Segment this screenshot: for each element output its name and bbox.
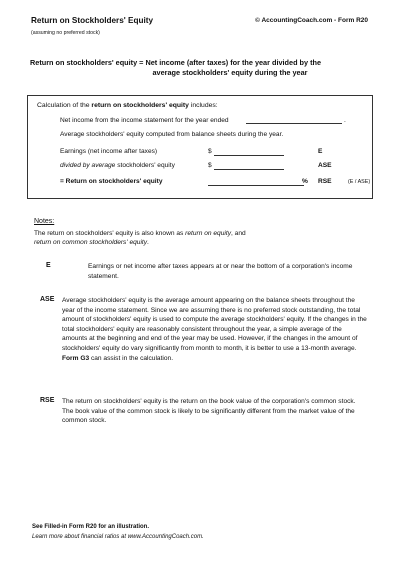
heading-suffix: includes:	[188, 102, 218, 109]
notes-text-e: .	[147, 239, 149, 246]
earnings-input[interactable]	[214, 155, 284, 156]
def-key-e: E	[46, 262, 51, 269]
notes-label: Notes:	[34, 218, 55, 225]
heading-bold: return on stockholders' equity	[91, 102, 189, 109]
calculation-heading	[37, 102, 218, 109]
rse-input[interactable]	[208, 185, 304, 186]
page-title: Return on Stockholders' Equity	[31, 16, 154, 25]
def-key-rse: RSE	[40, 397, 55, 404]
def-text-ase	[62, 296, 368, 363]
net-income-line: Net income from the income statement for the year ended	[60, 117, 229, 124]
page-subtitle: (assuming no preferred stock)	[31, 30, 100, 36]
heading-prefix: Calculation of the	[37, 102, 92, 109]
brand-form-label: © AccountingCoach.com - Form R20	[255, 17, 368, 24]
notes-text-a: The return on stockholders' equity is also known as	[34, 230, 186, 237]
def-key-ase: ASE	[40, 296, 55, 303]
notes-text-d: return on common stockholders' equity	[34, 239, 148, 246]
def-ase-text-c: can assist in the calculation.	[89, 354, 174, 362]
rse-formula-note: (E / ASE)	[348, 179, 371, 185]
notes-text-b: return on equity	[185, 230, 231, 237]
ase-label-italic: divided by average	[60, 162, 116, 169]
def-text-rse: The return on stockholders' equity is the return on the book value of the corporation's common stock. The book value of the common stock is likely to be significantly different from the market value of the common stock.	[62, 398, 356, 425]
formula-line-1: Return on stockholders' equity = Net income (after taxes) for the year divided by the	[30, 58, 322, 67]
earnings-dollar: $	[208, 148, 212, 155]
ase-code: ASE	[318, 162, 332, 169]
notes-text	[34, 229, 364, 247]
formula-statement	[30, 58, 370, 78]
period-mark: .	[344, 117, 346, 124]
ase-dollar: $	[208, 162, 212, 169]
def-ase-text-a: Average stockholders' equity is the average amount appearing on the balance sheets throughout the year of the income statement. Since we are assuming there is no preferred stock outstanding, the total amount of stockholders' equity is used to compute the average stockholders' equity. If the changes in the total stockholders' equity are reasonably consistent throughout the year, a simple average of the amounts at the beginning and end of the year may be used. However, if the changes in the amount of stockholders' equity do vary significantly from month to month, it is better to use a 13-month average.	[62, 297, 367, 352]
formula-line-2: average stockholders' equity during the year	[152, 68, 308, 77]
rse-percent: %	[302, 178, 308, 185]
def-ase-form-link: Form G3	[62, 354, 90, 362]
avg-equity-line: Average stockholders' equity computed from balance sheets during the year.	[60, 131, 284, 138]
ase-input[interactable]	[214, 169, 284, 170]
earnings-label: Earnings (net income after taxes)	[60, 148, 158, 155]
def-text-e: Earnings or net income after taxes appears at or near the bottom of a corporation's income statement.	[88, 263, 353, 280]
footer-line-1: See Filled-in Form R20 for an illustration.	[32, 524, 150, 530]
ase-label-text: stockholders' equity	[117, 162, 175, 169]
ase-label	[60, 162, 175, 169]
earnings-code: E	[318, 148, 323, 155]
notes-text-c: , and	[231, 230, 246, 237]
rse-code: RSE	[318, 178, 332, 185]
footer-line-2: Learn more about financial ratios at www.AccountingCoach.com.	[32, 534, 204, 540]
year-ended-blank[interactable]	[246, 123, 342, 124]
rse-label: = Return on stockholders' equity	[60, 178, 163, 185]
calculation-box	[27, 95, 373, 199]
